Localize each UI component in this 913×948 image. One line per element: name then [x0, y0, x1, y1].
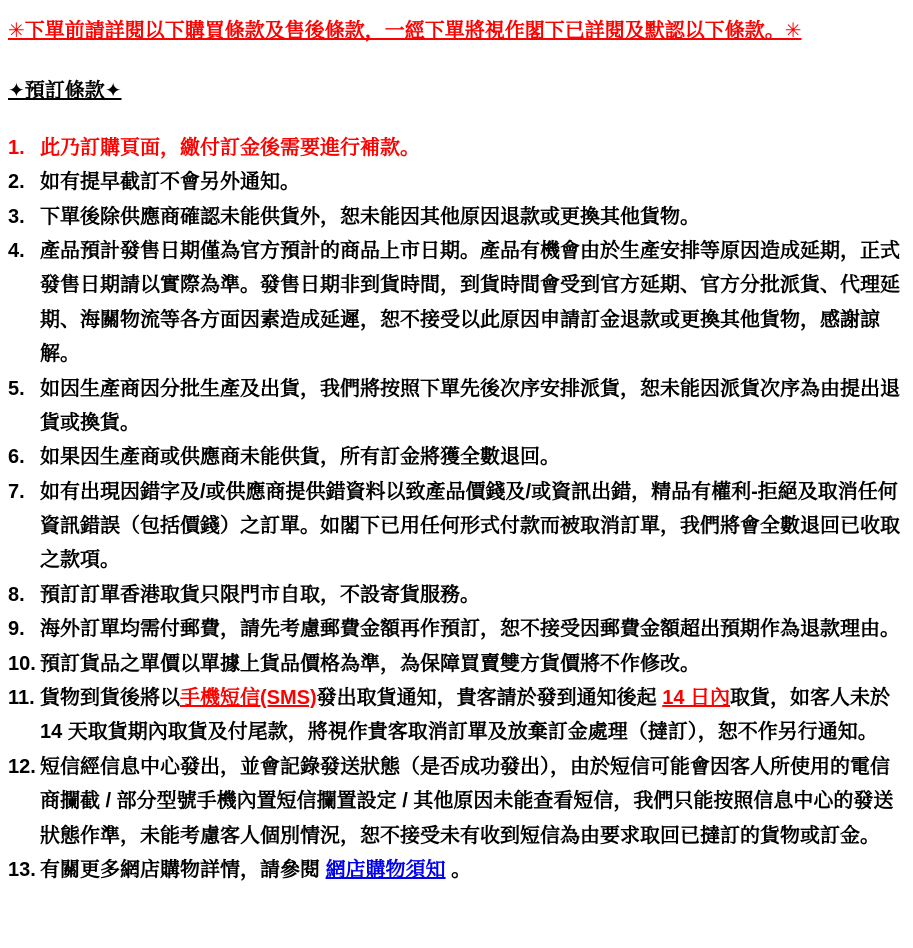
term-text: [40, 750, 903, 853]
term-segment: 產品預計發售日期僅為官方預計的商品上市日期。產品有機會由於生產安排等原因造成延期，正式發售日期請以實際為準。發售日期非到貨時間，到貨時間會受到官方延期、官方分批派貨、代理延期、海關物流等各方面因素造成延遲，恕不接受以此原因申請訂金退款或更換其他貨物，感謝諒解。: [40, 239, 900, 366]
term-number: 1.: [8, 136, 25, 159]
term-segment: 下單後除供應商確認未能供貨外，恕未能因其他原因退款或更換其他貨物。: [40, 205, 700, 228]
term-segment: 如因生產商因分批生產及出貨，我們將按照下單先後次序安排派貨，恕未能因派貨次序為由提出退貨或換貨。: [40, 377, 900, 434]
term-number: 5.: [8, 377, 25, 400]
term-number: 3.: [8, 205, 25, 228]
term-text: [40, 131, 903, 165]
term-segment: 如果因生產商或供應商未能供貨，所有訂金將獲全數退回。: [40, 446, 560, 469]
term-item-3: [8, 200, 903, 234]
term-text: [40, 647, 903, 681]
term-item-10: [8, 647, 903, 681]
term-item-6: [8, 440, 903, 474]
term-item-1: [8, 131, 903, 165]
term-number: 6.: [8, 446, 25, 469]
term-text: [40, 234, 903, 372]
term-segment: 。: [445, 858, 472, 881]
sms-notice-highlight: 手機短信(SMS): [180, 687, 317, 710]
term-text: [40, 440, 903, 474]
term-text: [40, 165, 903, 199]
term-text: [40, 200, 903, 234]
term-number: 2.: [8, 171, 25, 194]
term-segment: 發出取貨通知，貴客請於發到通知後起: [316, 687, 663, 710]
pre-order-warning-notice: ✳下單前請詳閱以下購買條款及售後條款，一經下單將視作閣下已詳閱及默認以下條款。✳: [8, 20, 802, 42]
term-item-8: [8, 578, 903, 612]
term-segment: 預訂訂單香港取貨只限門市自取，不設寄貨服務。: [40, 583, 480, 606]
term-item-2: [8, 165, 903, 199]
term-text: [40, 853, 903, 887]
term-number: 12.: [8, 755, 36, 778]
term-segment: 有關更多網店購物詳情，請參閱: [40, 858, 326, 881]
term-text: [40, 372, 903, 441]
term-segment: 貨物到貨後將以: [40, 687, 180, 710]
term-item-5: [8, 372, 903, 441]
term-segment: 短信經信息中心發出，並會記錄發送狀態（是否成功發出），由於短信可能會因客人所使用的電信商攔截 / 部分型號手機內置短信攔置設定 / 其他原因未能查看短信，我們只能按照信息中心的發送狀態作準，未能考慮客人個別情況，恕不接受未有收到短信為由要求取回已撻訂的貨物或訂金。: [40, 755, 894, 847]
pickup-deadline-highlight: 14 日內: [662, 687, 731, 710]
term-text: [40, 475, 903, 578]
term-segment: 預訂貨品之單價以單據上貨品價格為準，為保障買賣雙方貨價將不作修改。: [40, 652, 700, 675]
term-text: [40, 612, 903, 646]
term-segment: 如有提早截訂不會另外通知。: [40, 171, 300, 194]
term-segment: 取貨，如客人未於14 天取貨期內取貨及付尾款，將視作貴客取消訂單及放棄訂金處理（撻訂），恕不作另行通知。: [40, 687, 891, 744]
term-item-12: [8, 750, 903, 853]
term-text: [40, 681, 903, 750]
term-number: 8.: [8, 583, 25, 606]
shop-guide-link[interactable]: 網店購物須知: [325, 858, 446, 881]
preorder-terms-section-title: ✦預訂條款✦: [8, 80, 122, 103]
term-item-13: [8, 853, 903, 887]
term-segment: 海外訂單均需付郵費，請先考慮郵費金額再作預訂，恕不接受因郵費金額超出預期作為退款理由。: [40, 618, 900, 641]
term-item-11: [8, 681, 903, 750]
term-number: 11.: [8, 687, 35, 710]
term-segment: 此乃訂購頁面，繳付訂金後需要進行補款。: [40, 136, 420, 159]
term-number: 9.: [8, 618, 25, 641]
terms-list: [8, 131, 903, 888]
term-number: 4.: [8, 239, 25, 262]
term-item-9: [8, 612, 903, 646]
term-item-4: [8, 234, 903, 372]
term-item-7: [8, 475, 903, 578]
term-number: 7.: [8, 480, 25, 503]
term-text: [40, 578, 903, 612]
term-number: 10.: [8, 652, 36, 675]
term-number: 13.: [8, 858, 36, 881]
term-segment: 如有出現因錯字及/或供應商提供錯資料以致產品價錢及/或資訊出錯，精品有權利-拒絕及取消任何資訊錯誤（包括價錢）之訂單。如閣下已用任何形式付款而被取消訂單，我們將會全數退回已收取之款項。: [40, 480, 900, 572]
